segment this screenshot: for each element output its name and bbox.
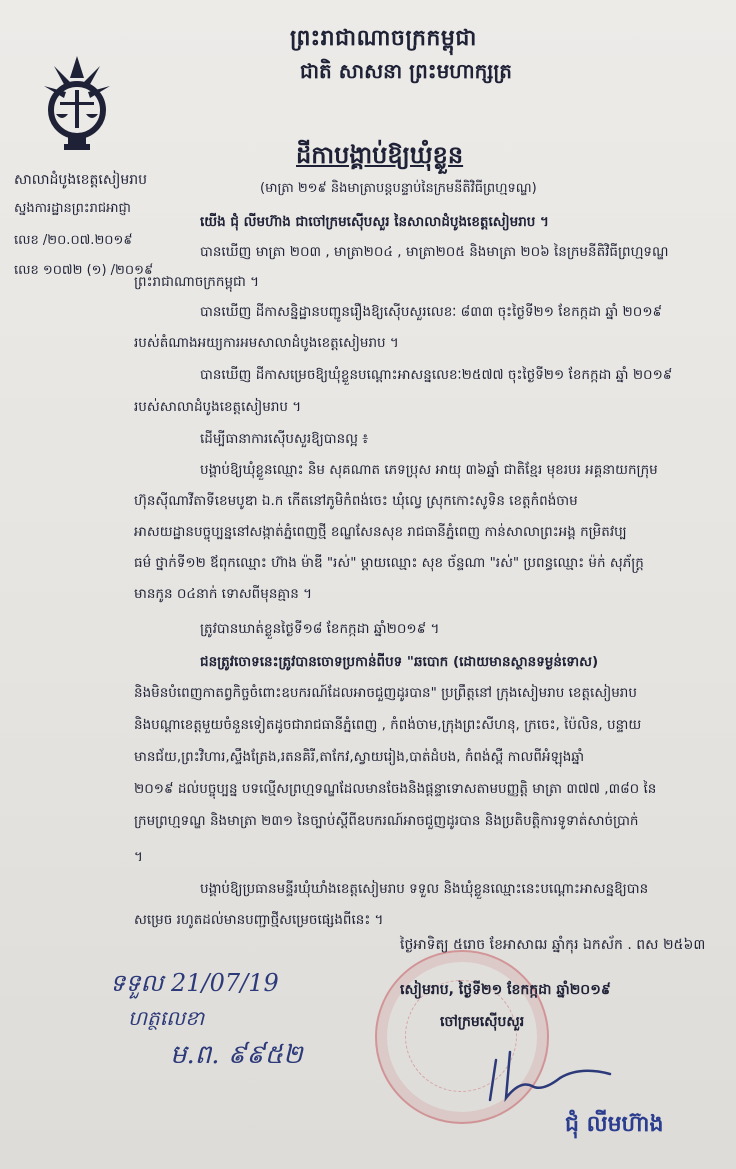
body-line: មានជ័យ,ព្រះវិហារ,ស្ទឹងត្រែង,រតនគិរី,តាកែវ,ស្វាយរៀង,បាត់ដំបង, កំពង់ស្ពឺ កាលពីអំឡុងឆ្នាំ (134, 749, 585, 765)
judge-signature-icon (470, 1040, 620, 1110)
body-line: អាសយដ្ឋានបច្ចុប្បន្ននៅសង្កាត់ភ្នំពេញថ្មី ខណ្ឌសែនសុខ រាជធានីភ្នំពេញ កាន់សាលាព្រះអង្គ កម្រិតវប្ប (134, 524, 627, 540)
judge-name: ជុំ លីមហ៊ាង (565, 1112, 664, 1137)
kingdom-heading: ព្រះរាជាណាចក្រកម្ពុជា (290, 26, 477, 51)
document-title: ដីកាបង្គាប់ឱ្យឃុំខ្លួន (296, 141, 464, 169)
body-line: សម្រេច រហូតដល់មានបញ្ជាថ្មីសម្រេចផ្សេងពីនេះ ។ (134, 912, 384, 928)
national-motto: ជាតិ សាសនា ព្រះមហាក្សត្រ (300, 59, 512, 83)
body-line: បានឃើញ មាត្រា ២០៣ , មាត្រា២០៤ , មាត្រា២០៥ និងមាត្រា ២០៦ នៃក្រមនីតិវិធីព្រហ្មទណ្ឌ (200, 244, 669, 260)
court-emblem-icon (40, 52, 114, 162)
body-line: របស់តំណាងអយ្យការអមសាលាដំបូងខេត្តសៀមរាប ។ (134, 335, 399, 351)
body-line: ព្រះរាជាណាចក្រកម្ពុជា ។ (134, 274, 260, 290)
body-line: និងមិនបំពេញកាតព្វកិច្ចចំពោះឧបករណ៍ដែលអាចជួញដូរបាន" ប្រព្រឹត្តនៅ ក្រុងសៀមរាប ខេត្តសៀមរាប (134, 685, 637, 701)
handwritten-signature: ហត្ថលេខា (128, 1006, 205, 1030)
body-line: របស់សាលាដំបូងខេត្តសៀមរាប ។ (134, 399, 302, 415)
body-line: បង្គាប់ឱ្យប្រធានមន្ទីរឃុំឃាំងខេត្តសៀមរាប ទទួល និងឃុំខ្លួនឈ្មោះនេះបណ្ដោះអាសន្នឱ្យបាន (200, 881, 649, 897)
lunar-date: ថ្ងៃអាទិត្យ ៥រោច ខែអាសាឍ ឆ្នាំកុរ ឯកស័ក . ពស ២៥៦៣ (400, 937, 706, 953)
body-line: និងបណ្ដាខេត្តមួយចំនួនទៀតដូចជារាជធានីភ្នំពេញ , កំពង់ចាម,ក្រុងព្រះសីហនុ, ក្រចេះ, ប៉ៃលិន, បន្ទាយ (134, 717, 642, 733)
body-line: យើង ជុំ លីមហ៊ាង ជាចៅក្រមស៊ើបសួរ នៃសាលាដំបូងខេត្តសៀមរាប ។ (200, 214, 549, 230)
body-line: បានឃើញ ដីកាសន្និដ្ឋានបញ្ជូនរឿងឱ្យស៊ើបសួរលេខៈ ៨៣៣ ចុះថ្ងៃទី២១ ខែកក្កដា ឆ្នាំ ២០១៩ (200, 304, 663, 320)
place-and-date: សៀមរាប, ថ្ងៃទី២១ ខែកក្កដា ឆ្នាំ២០១៩ (400, 982, 611, 998)
office-name: ស្នងការដ្ឋាន​ព្រះរាជ​អាជ្ញា (14, 201, 131, 216)
body-line: បានឃើញ ដីកាសម្រេចឱ្យឃុំខ្លួនបណ្ដោះអាសន្នលេខៈ២៥៧៧ ចុះថ្ងៃទី២១ ខែកក្កដា ឆ្នាំ ២០១៩ (200, 367, 673, 383)
court-name: សាលាដំបូងខេត្តសៀមរាប (14, 172, 148, 188)
handwritten-received-note: ទទួល 21/07/19 (110, 969, 279, 997)
body-line: មានកូន ០៤នាក់ ទោសពីមុនគ្មាន ។ (134, 586, 312, 602)
body-line: ដើម្បីធានាការស៊ើបសួរឱ្យបានល្អ ៖ (200, 431, 369, 447)
body-line: ក្រមព្រហ្មទណ្ឌ និងមាត្រា ២៣១ នៃច្បាប់ស្ដីពីឧបករណ៍អាចជួញដូរបាន និងប្រតិបត្តិការទូទាត់សាច់ប្រាក់ (134, 813, 639, 829)
body-line: ត្រូវបានឃាត់ខ្លួនថ្ងៃទី១៨ ខែកក្កដា ឆ្នាំ២០១៩ ។ (200, 621, 440, 637)
body-line: ២០១៩ ដល់បច្ចុប្បន្ន បទល្មើសព្រហ្មទណ្ឌដែលមានចែងនិងផ្ដន្ទាទោសតាមបញ្ញត្តិ មាត្រា ៣៧៧ ,៣៨០ នៃ (134, 781, 657, 797)
handwritten-number: ម.ព. ៩៩៥២ (170, 1040, 303, 1070)
document-subtitle: (មាត្រា ២១៩ និងមាត្រាបន្តបន្ទាប់នៃក្រមនីតិវិធីព្រហ្មទណ្ឌ) (260, 181, 537, 196)
reference-number-1: លេខ /២០.០៧.២០១៩ (14, 233, 133, 248)
body-line: ធម៌ ថ្នាក់ទី១២ ឪពុកឈ្មោះ ហ៊ាង ម៉ាឌី "រស់" ម្ដាយឈ្មោះ សុខ ច័ន្ទណា "រស់" ប្រពន្ធឈ្មោះ ម៉ក់ សុភ័ក្ត្រ (134, 555, 644, 571)
body-line: ។ (134, 849, 143, 865)
body-line: បង្គាប់ឱ្យឃុំខ្លួនឈ្មោះ និម សុគណាត ភេទប្រុស អាយុ ៣៦ឆ្នាំ ជាតិខ្មែរ មុខរបរ អគ្គនាយកក្រុម (200, 462, 658, 478)
judge-title: ចៅក្រមស៊ើបសួរ (440, 1014, 525, 1030)
reference-number-2: លេខ ១០៧២ (១) /២០១៩ (14, 263, 154, 278)
body-line: ហ៊ុនស៊ីណាវីតាទីខេមបូឌា ឯ.ក កើតនៅភូមិកំពង់ចេះ ឃុំល្វេ ស្រុកកោះសូទិន ខេត្តកំពង់ចាម (134, 493, 578, 509)
body-line: ជនត្រូវចោទនេះត្រូវបានចោទប្រកាន់ពីបទ "ឆបោក (ដោយមានស្ថានទម្ងន់ទោស) (200, 654, 599, 670)
